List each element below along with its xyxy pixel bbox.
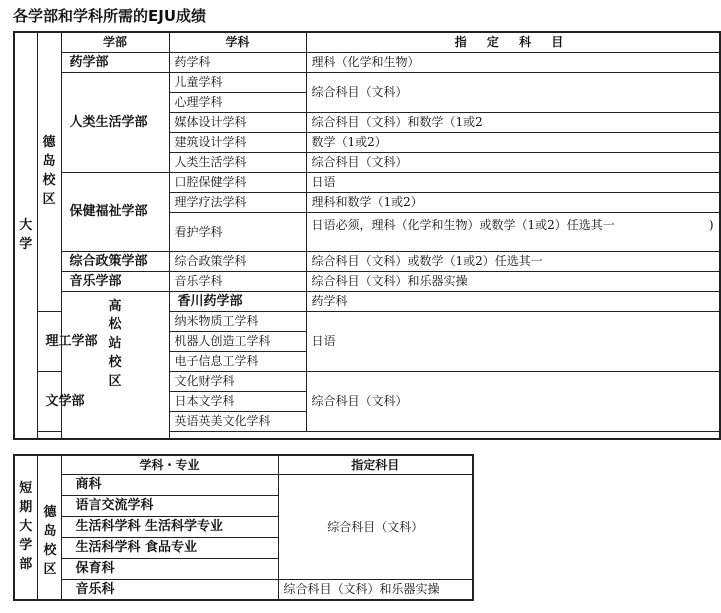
table-row — [14, 291, 720, 311]
subjects-cell: 综合科目（文科） — [306, 371, 720, 431]
subjects-cell: 理科（化学和生物） — [306, 52, 720, 72]
department-cell: 药学科 — [306, 291, 720, 311]
department-cell: 儿童学科 — [169, 72, 306, 92]
major-cell: 商科 — [61, 474, 278, 495]
page-title: 各学部和学科所需的EJU成绩 — [13, 7, 207, 25]
department-cell: 电子信息工学科 — [169, 351, 306, 371]
department-cell: 心理学科 — [169, 92, 306, 112]
subjects-cell: 综合科目（文科）和乐器实操 — [278, 579, 473, 600]
faculty-pharmacy: 药学部 — [61, 52, 169, 72]
faculty-music: 音乐学部 — [61, 271, 169, 291]
university-label: 大 学 — [14, 32, 37, 439]
department-cell: 媒体设计学科 — [169, 112, 306, 132]
table-row — [14, 72, 720, 92]
junior-college-subjects-table — [13, 454, 474, 601]
table-header-row — [14, 455, 473, 474]
department-cell: 理学疗法学科 — [169, 192, 306, 212]
campus-tokushima-junior: 德 岛 校 区 — [43, 505, 57, 577]
header-major: 学科・专业 — [61, 455, 278, 474]
major-cell: 生活科学科 食品专业 — [61, 537, 278, 558]
table-row — [14, 251, 720, 271]
subjects-cell: 日语 — [306, 311, 720, 371]
table-row — [14, 474, 473, 495]
subjects-cell: 综合科目（文科）和数学（1或2 — [306, 112, 720, 132]
subjects-cell: 综合科目（文科） — [278, 474, 473, 579]
table-row — [14, 579, 473, 600]
department-cell: 人类生活学科 — [169, 152, 306, 172]
subjects-cell: 日语必须，理科（化学和生物）或数学（1或2）任选其一 ) — [306, 212, 720, 251]
department-cell: 看护学科 — [169, 212, 306, 251]
major-cell: 音乐科 — [61, 579, 278, 600]
major-cell: 语言交流学科 — [61, 495, 278, 516]
subjects-cell: 综合科目（文科）或数学（1或2）任选其一 — [306, 251, 720, 271]
subjects-cell: 数学（1或2） — [306, 132, 720, 152]
header-department: 学科 — [169, 32, 306, 52]
department-cell: 纳米物质工学科 — [169, 311, 306, 331]
department-cell: 英语英美文化学科 — [169, 411, 306, 431]
subjects-cell: 综合科目（文科）和乐器实操 — [306, 271, 720, 291]
subjects-cell: 理科和数学（1或2） — [306, 192, 720, 212]
department-cell: 口腔保健学科 — [169, 172, 306, 192]
subjects-cell: 综合科目（文科） — [306, 72, 720, 112]
header-subjects: 指定科目 — [278, 455, 473, 474]
department-cell: 建筑设计学科 — [169, 132, 306, 152]
junior-college-label: 短 期 大 学 部 — [14, 455, 37, 600]
faculty-policy: 综合政策学部 — [61, 251, 169, 271]
subjects-cell: 日语 — [306, 172, 720, 192]
table-row — [14, 172, 720, 192]
department-cell: 文化财学科 — [169, 371, 306, 391]
campus-takamatsu: 高 松 站 校 区 — [61, 291, 169, 439]
department-cell: 日本文学科 — [169, 391, 306, 411]
campus-tokushima: 德 岛 校 区 — [37, 32, 61, 311]
faculty-human-life: 人类生活学部 — [61, 72, 169, 172]
university-subjects-table — [13, 31, 721, 440]
header-faculty: 学部 — [61, 32, 169, 52]
department-cell: 音乐学科 — [169, 271, 306, 291]
subjects-cell: 综合科目（文科） — [306, 152, 720, 172]
department-cell: 综合政策学科 — [169, 251, 306, 271]
faculty-health-welfare: 保健福祉学部 — [61, 172, 169, 251]
major-cell: 生活科学科 生活科学专业 — [61, 516, 278, 537]
table-header-row — [14, 32, 720, 52]
faculty-kagawa-pharmacy: 香川药学部 — [169, 291, 306, 311]
department-cell: 药学科 — [169, 52, 306, 72]
faculty-letters: 文学部 — [37, 371, 61, 431]
header-subjects: 指 定 科 目 — [306, 32, 720, 52]
table-row — [14, 271, 720, 291]
table-row — [14, 52, 720, 72]
department-cell: 机器人创造工学科 — [169, 331, 306, 351]
faculty-science-engineering: 理工学部 — [37, 311, 61, 371]
major-cell: 保育科 — [61, 558, 278, 579]
